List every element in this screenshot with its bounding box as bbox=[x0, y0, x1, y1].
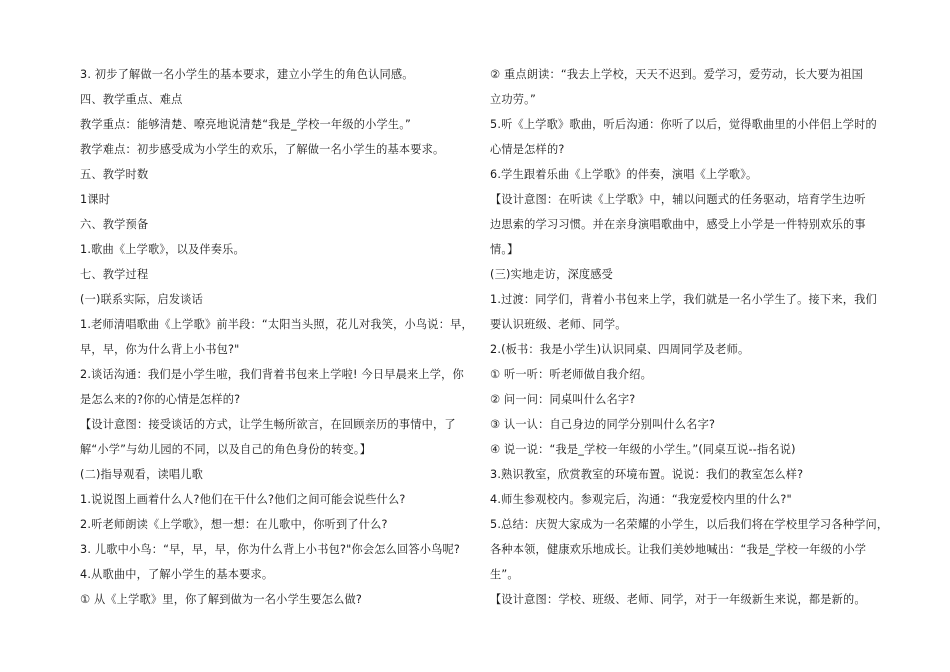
text-line: 5.总结：庆贺大家成为一名荣耀的小学生，以后我们将在学校里学习各种学问， bbox=[490, 518, 889, 531]
text-line: 七、教学过程 bbox=[80, 268, 149, 281]
text-line: 1.过渡：同学们，背着小书包来上学，我们就是一名小学生了。接下来，我们 bbox=[490, 293, 877, 306]
text-line: 3. 初步了解做一名小学生的基本要求，建立小学生的角色认同感。 bbox=[80, 68, 414, 81]
text-line: 1.说说图上画着什么人?他们在干什么?他们之间可能会说些什么? bbox=[80, 493, 406, 506]
text-line: 1.歌曲《上学歌》，以及伴奏乐。 bbox=[80, 243, 245, 256]
text-line: ④ 说一说：“我是_学校一年级的小学生。”(同桌互说--指名说) bbox=[490, 443, 796, 456]
text-line: 心情是怎样的? bbox=[490, 143, 565, 156]
text-line: 5.听《上学歌》歌曲，听后沟通：你听了以后，觉得歌曲里的小伴侣上学时的 bbox=[490, 118, 877, 131]
text-line: 边思索的学习习惯。并在亲身演唱歌曲中，感受上小学是一件特别欢乐的事 bbox=[490, 218, 866, 231]
text-line: 教学重点：能够清楚、嘹亮地说清楚“我是_学校一年级的小学生。” bbox=[80, 118, 412, 131]
text-line: 五、教学时数 bbox=[80, 168, 149, 181]
text-line: 立功劳。” bbox=[490, 93, 536, 106]
text-line: 2.谈话沟通：我们是小学生啦，我们背着书包来上学啦! 今日早晨来上学，你 bbox=[80, 368, 464, 381]
text-line: ③ 认一认：自己身边的同学分别叫什么名字? bbox=[490, 418, 716, 431]
text-line: 各种本领，健康欢乐地成长。让我们美妙地喊出：“我是_学校一年级的小学 bbox=[490, 543, 867, 556]
text-line: 1课时 bbox=[80, 193, 111, 206]
text-line: 生”。 bbox=[490, 568, 519, 581]
text-line: 4.从歌曲中，了解小学生的基本要求。 bbox=[80, 568, 274, 581]
text-line: ① 从《上学歌》里，你了解到做为一名小学生要怎么做? bbox=[80, 593, 363, 606]
text-line: 四、教学重点、难点 bbox=[80, 93, 183, 106]
text-line: ② 问一问：同桌叫什么名字? bbox=[490, 393, 636, 406]
text-line: 2.听老师朗读《上学歌》，想一想：在儿歌中，你听到了什么? bbox=[80, 518, 388, 531]
text-line: 6.学生跟着乐曲《上学歌》的伴奏，演唱《上学歌》。 bbox=[490, 168, 758, 181]
text-line: (三)实地走访，深度感受 bbox=[490, 268, 614, 281]
text-line: 解“小学”与幼儿园的不同，以及自己的角色身份的转变。】 bbox=[80, 443, 372, 456]
text-line: 3.熟识教室，欣赏教室的环境布置。说说：我们的教室怎么样? bbox=[490, 468, 804, 481]
text-line: 1.老师清唱歌曲《上学歌》前半段：“太阳当头照，花儿对我笑，小鸟说：早， bbox=[80, 318, 473, 331]
text-line: ② 重点朗读：“我去上学校，天天不迟到。爱学习，爱劳动，长大要为祖国 bbox=[490, 68, 863, 81]
text-line: (二)指导观看，读唱儿歌 bbox=[80, 468, 204, 481]
right-column bbox=[490, 62, 889, 612]
text-line: 是怎么来的?你的心情是怎样的? bbox=[80, 393, 241, 406]
text-line: 【设计意图：在听读《上学歌》中，辅以问题式的任务驱动，培育学生边听 bbox=[490, 193, 866, 206]
text-line: 2.(板书：我是小学生)认识同桌、四周同学及老师。 bbox=[490, 343, 750, 356]
text-line: 六、教学预备 bbox=[80, 218, 149, 231]
text-line: 【设计意图：学校、班级、老师、同学，对于一年级新生来说，都是新的。 bbox=[490, 593, 866, 606]
text-line: 【设计意图：接受谈话的方式，让学生畅所欲言，在回顾亲历的事情中，了 bbox=[80, 418, 456, 431]
text-line: (一)联系实际，启发谈话 bbox=[80, 293, 204, 306]
text-line: ① 听一听：听老师做自我介绍。 bbox=[490, 368, 653, 381]
text-line: 3. 儿歌中小鸟：“早，早，早，你为什么背上小书包?"你会怎么回答小鸟呢? bbox=[80, 543, 461, 556]
text-line: 要认识班级、老师、同学。 bbox=[490, 318, 627, 331]
text-line: 4.师生参观校内。参观完后，沟通：“我宠爱校内里的什么?" bbox=[490, 493, 792, 506]
text-line: 早，早，你为什么背上小书包?" bbox=[80, 343, 240, 356]
text-line: 教学难点：初步感受成为小学生的欢乐，了解做一名小学生的基本要求。 bbox=[80, 143, 445, 156]
left-column bbox=[80, 62, 473, 612]
text-line: 情。】 bbox=[490, 243, 519, 256]
